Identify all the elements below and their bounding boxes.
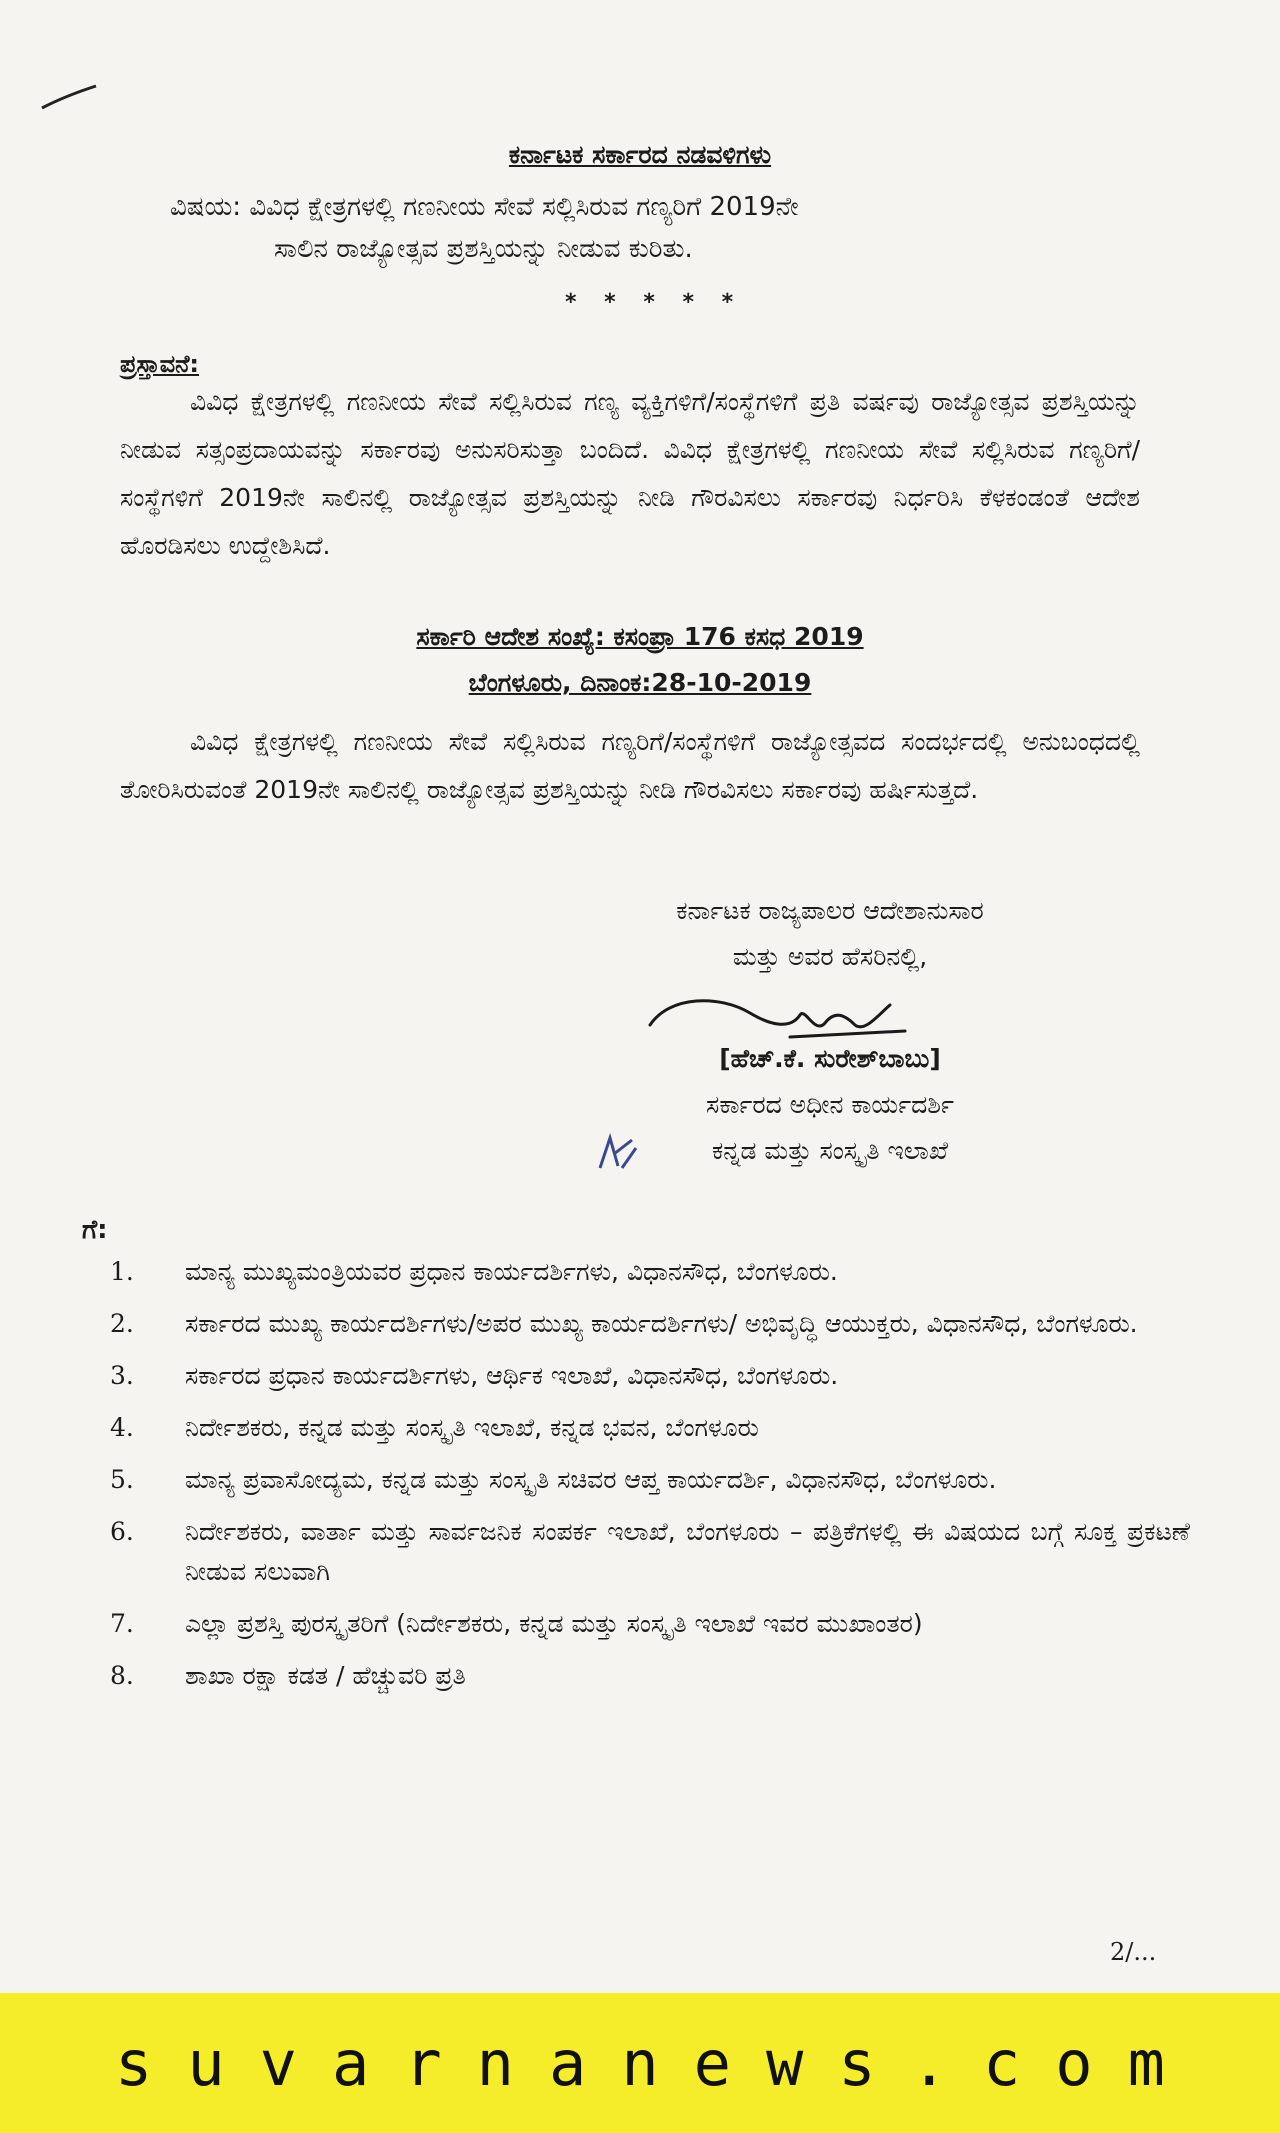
list-item: 2. ಸರ್ಕಾರದ ಮುಖ್ಯ ಕಾರ್ಯದರ್ಶಿಗಳು/ಅಪರ ಮುಖ್ಯ ಕಾರ್ಯದರ್ಶಿಗಳು/ ಅಭಿವೃದ್ಧಿ ಆಯುಕ್ತರು, ವಿಧಾನಸೌಧ, ಬೆಂಗಳೂರು.	[110, 1309, 1138, 1338]
list-item: 5. ಮಾನ್ಯ ಪ್ರವಾಸೋದ್ಯಮ, ಕನ್ನಡ ಮತ್ತು ಸಂಸ್ಕೃತಿ ಸಚಿವರ ಆಪ್ತ ಕಾರ್ಯದರ್ಶಿ, ವಿಧಾನಸೌಧ, ಬೆಂಗಳೂರು.	[110, 1465, 997, 1494]
document-heading: ಕರ್ನಾಟಕ ಸರ್ಕಾರದ ನಡವಳಿಗಳು	[508, 140, 772, 169]
signatory-name: [ಹೆಚ್.ಕೆ. ಸುರೇಶ್‌ಬಾಬು]	[719, 1044, 941, 1073]
list-item: 3. ಸರ್ಕಾರದ ಪ್ರಧಾನ ಕಾರ್ಯದರ್ಶಿಗಳು, ಆರ್ಥಿಕ ಇಲಾಖೆ, ವಿಧಾನಸೌಧ, ಬೆಂಗಳೂರು.	[110, 1361, 839, 1390]
initials-mark	[592, 1128, 642, 1188]
list-item: 7. ಎಲ್ಲಾ ಪ್ರಶಸ್ತಿ ಪುರಸ್ಕೃತರಿಗೆ (ನಿರ್ದೇಶಕರು, ಕನ್ನಡ ಮತ್ತು ಸಂಸ್ಕೃತಿ ಇಲಾಖೆ ಇವರ ಮುಖಾಂತರ)	[110, 1609, 923, 1638]
list-item: 8. ಶಾಖಾ ರಕ್ಷಾ ಕಡತ / ಹೆಚ್ಚುವರಿ ಪ್ರತಿ	[110, 1661, 466, 1690]
banner-text: suvarnanews.com	[115, 2026, 1200, 2100]
subject	[170, 186, 1150, 270]
distribution-list	[110, 1252, 1190, 1708]
signatory-designation: ಸರ್ಕಾರದ ಅಧೀನ ಕಾರ್ಯದರ್ಶಿ	[706, 1090, 954, 1119]
authority-line-2: ಮತ್ತು ಅವರ ಹೆಸರಿನಲ್ಲಿ,	[732, 942, 928, 971]
order-date: ಬೆಂಗಳೂರು, ದಿನಾಂಕ:28-10-2019	[468, 668, 812, 697]
order-number: ಸರ್ಕಾರಿ ಆದೇಶ ಸಂಖ್ಯೆ: ಕಸಂಪ್ರಾ 176 ಕಸಧ 2019	[416, 622, 864, 651]
subject-line-1: ವಿಷಯ: ವಿವಿಧ ಕ್ಷೇತ್ರಗಳಲ್ಲಿ ಗಣನೀಯ ಸೇವೆ ಸಲ್ಲಿಸಿರುವ ಗಣ್ಯರಿಗೆ 2019ನೇ	[170, 192, 799, 222]
list-item: 1. ಮಾನ್ಯ ಮುಖ್ಯಮಂತ್ರಿಯವರ ಪ್ರಧಾನ ಕಾರ್ಯದರ್ಶಿಗಳು, ವಿಧಾನಸೌಧ, ಬೆಂಗಳೂರು.	[110, 1257, 838, 1286]
order-paragraph	[120, 718, 1140, 814]
preamble-title: ಪ್ರಸ್ತಾವನೆ:	[120, 350, 200, 378]
list-item: 4. ನಿರ್ದೇಶಕರು, ಕನ್ನಡ ಮತ್ತು ಸಂಸ್ಕೃತಿ ಇಲಾಖೆ, ಕನ್ನಡ ಭವನ, ಬೆಂಗಳೂರು	[110, 1413, 759, 1442]
preamble-text: ವಿವಿಧ ಕ್ಷೇತ್ರಗಳಲ್ಲಿ ಗಣನೀಯ ಸೇವೆ ಸಲ್ಲಿಸಿರುವ ಗಣ್ಯ ವ್ಯಕ್ತಿಗಳಿಗೆ/ಸಂಸ್ಥೆಗಳಿಗೆ ಪ್ರತಿ ವರ್ಷವು ರಾಜ್ಯೋತ್ಸವ ಪ್ರಶಸ್ತಿಯನ್ನು ನೀಡುವ ಸತ್ಸಂಪ್ರದಾಯವನ್ನು ಸರ್ಕಾರವು ಅನುಸರಿಸುತ್ತಾ ಬಂದಿದೆ. ವಿವಿಧ ಕ್ಷೇತ್ರಗಳಲ್ಲಿ ಗಣನೀಯ ಸೇವೆ ಸಲ್ಲಿಸಿರುವ ಗಣ್ಯರಿಗೆ/ಸಂಸ್ಥೆಗಳಿಗೆ 2019ನೇ ಸಾಲಿನಲ್ಲಿ ರಾಜ್ಯೋತ್ಸವ ಪ್ರಶಸ್ತಿಯನ್ನು ನೀಡಿ ಗೌರವಿಸಲು ಸರ್ಕಾರವು ನಿರ್ಧರಿಸಿ ಕೆಳಕಂಡಂತೆ ಆದೇಶ ಹೊರಡಿಸಲು ಉದ್ದೇಶಿಸಿದೆ.	[120, 387, 1140, 560]
separator-stars: * * * * *	[565, 290, 744, 315]
subject-line-2: ಸಾಲಿನ ರಾಜ್ಯೋತ್ಸವ ಪ್ರಶಸ್ತಿಯನ್ನು ನೀಡುವ ಕುರಿತು.	[274, 234, 693, 264]
pen-stroke-mark	[40, 82, 100, 112]
signatory-department: ಕನ್ನಡ ಮತ್ತು ಸಂಸ್ಕೃತಿ ಇಲಾಖೆ	[712, 1136, 948, 1165]
authority-line-1: ಕರ್ನಾಟಕ ರಾಜ್ಯಪಾಲರ ಆದೇಶಾನುಸಾರ	[676, 896, 984, 925]
page-number: 2/...	[1110, 1938, 1157, 1966]
order-text: ವಿವಿಧ ಕ್ಷೇತ್ರಗಳಲ್ಲಿ ಗಣನೀಯ ಸೇವೆ ಸಲ್ಲಿಸಿರುವ ಗಣ್ಯರಿಗೆ/ಸಂಸ್ಥೆಗಳಿಗೆ ರಾಜ್ಯೋತ್ಸವದ ಸಂದರ್ಭದಲ್ಲಿ ಅನುಬಂಧದಲ್ಲಿ ತೋರಿಸಿರುವಂತೆ 2019ನೇ ಸಾಲಿನಲ್ಲಿ ರಾಜ್ಯೋತ್ಸವ ಪ್ರಶಸ್ತಿಯನ್ನು ನೀಡಿ ಗೌರವಿಸಲು ಸರ್ಕಾರವು ಹರ್ಷಿಸುತ್ತದೆ.	[120, 727, 1140, 804]
watermark-banner	[0, 1993, 1280, 2133]
distribution-label: ಗೆ:	[82, 1215, 108, 1245]
list-item: 6. ನಿರ್ದೇಶಕರು, ವಾರ್ತಾ ಮತ್ತು ಸಾರ್ವಜನಿಕ ಸಂಪರ್ಕ ಇಲಾಖೆ, ಬೆಂಗಳೂರು – ಪತ್ರಿಕೆಗಳಲ್ಲಿ ಈ ವಿಷಯದ ಬಗ್ಗೆ ಸೂಕ್ತ ಪ್ರಕಟಣೆ ನೀಡುವ ಸಲುವಾಗಿ	[110, 1517, 1190, 1586]
preamble-paragraph	[120, 378, 1140, 570]
